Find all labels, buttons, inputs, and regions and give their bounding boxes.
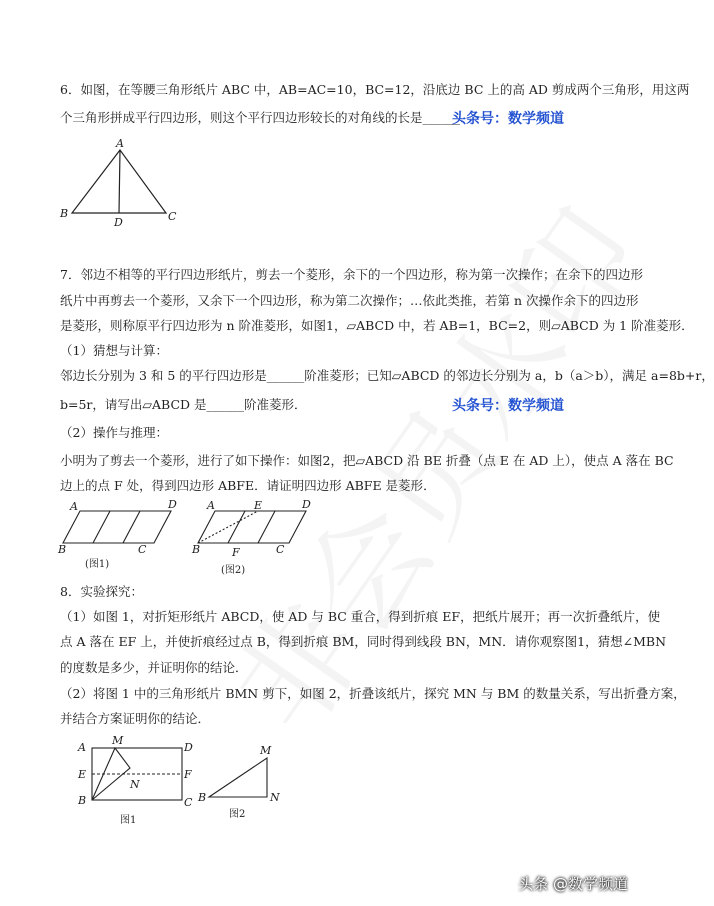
fig2-label-e: E: [254, 499, 263, 512]
fig2-label-f: F: [232, 546, 240, 559]
q8-fig1-label-m: M: [112, 734, 124, 747]
q8-fig2-caption: 图2: [229, 809, 246, 820]
q8-fig1-label-f: F: [184, 768, 192, 781]
q7-line-3: 是菱形，则称原平行四边形为 n 阶准菱形，如图1，▱ABCD 中，若 AB=1，BC=2，则▱ABCD 为 1 阶准菱形．: [60, 318, 694, 333]
q7-sub2-title: （2）操作与推理：: [60, 425, 168, 440]
brand-label-q6: 头条号：数学频道: [452, 111, 564, 127]
fig1-label-c: C: [138, 543, 147, 556]
fig1-label-a: A: [70, 500, 78, 513]
q7-sub1-line-1: 邻边长分别为 3 和 5 的平行四边形是______阶准菱形；已知▱ABCD 的邻边长分别为 a，b（a＞b），满足 a=8b+r，: [60, 368, 714, 383]
label-c: C: [168, 210, 177, 223]
fig2-label-a: A: [207, 499, 215, 512]
q6-line-1: 6．如图，在等腰三角形纸片 ABC 中，AB=AC=10，BC=12，沿底边 BC 上的高 AD 剪成两个三角形，用这两: [60, 82, 690, 97]
q7-sub2-line-1: 小明为了剪去一个菱形，进行了如下操作：如图2，把▱ABCD 沿 BE 折叠（点 E 在 AD 上），使点 A 落在 BC: [60, 453, 674, 468]
q7-line-1: 7．邻边不相等的平行四边形纸片，剪去一个菱形，余下的一个四边形，称为第一次操作；在余下的四边形: [60, 267, 643, 282]
fig1-caption: (图1): [85, 559, 110, 570]
q8-fig2-label-n: N: [270, 791, 280, 804]
q7-sub2-line-2: 边上的点 F 处，得到四边形 ABFE．请证明四边形 ABFE 是菱形．: [60, 478, 436, 493]
q8-sub2-line-1: （2）将图 1 中的三角形纸片 BMN 剪下，如图 2，折叠该纸片，探究 MN 与 BM 的数量关系，写出折叠方案，: [60, 686, 686, 701]
q8-title: 8．实验探究：: [60, 584, 143, 599]
label-b: B: [60, 207, 69, 220]
q8-fig1-label-c: C: [184, 796, 193, 809]
footer-source-label: 头条 @数学频道: [518, 875, 628, 893]
fig2-caption: (图2): [221, 565, 246, 576]
fig1-label-b: B: [58, 543, 67, 556]
q6-line-2: 个三角形拼成平行四边形，则这个平行四边形较长的对角线的长是______．: [60, 110, 473, 125]
fig2-label-d: D: [302, 498, 311, 511]
q7-sub1-title: （1）猜想与计算：: [60, 343, 168, 358]
label-a: A: [116, 137, 124, 150]
q8-fig1-label-a: A: [78, 741, 86, 754]
q8-sub1-line-3: 的度数是多少，并证明你的结论．: [60, 660, 248, 675]
q8-fig2-label-b: B: [198, 791, 207, 804]
q7-sub1-line-2: b=5r，请写出▱ABCD 是______阶准菱形．: [60, 397, 307, 412]
brand-label-q7: 头条号：数学频道: [452, 398, 564, 414]
fig2-label-c: C: [276, 543, 285, 556]
q8-sub1-line-1: （1）如图 1，对折矩形纸片 ABCD，使 AD 与 BC 重合，得到折痕 EF，把纸片展开；再一次折叠纸片，使: [60, 609, 661, 624]
q8-fig1-label-d: D: [184, 741, 193, 754]
q7-line-2: 纸片中再剪去一个菱形，又余下一个四边形，称为第二次操作；…依此类推，若第 n 次操作余下的四边形: [60, 293, 639, 308]
q8-fig1-label-e: E: [78, 768, 87, 781]
q8-fig1-label-b: B: [78, 794, 87, 807]
triangle-bmn: [209, 758, 267, 797]
fig1-label-d: D: [168, 498, 177, 511]
q8-sub2-line-2: 并结合方案证明你的结论．: [60, 711, 211, 726]
q8-fig1-caption: 图1: [120, 815, 137, 826]
fig2-label-b: B: [192, 543, 201, 556]
q8-fig1-label-n: N: [130, 778, 140, 791]
label-d: D: [114, 216, 123, 229]
q8-sub1-line-2: 点 A 落在 EF 上，并使折痕经过点 B，得到折痕 BM，同时得到线段 BN，MN．请你观察图1，猜想∠MBN: [60, 634, 667, 649]
q8-fig2-label-m: M: [260, 744, 272, 757]
